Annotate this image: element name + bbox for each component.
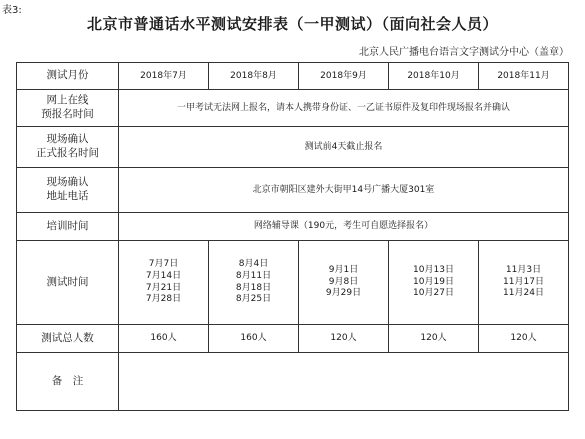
month-cell: 2018年10月 xyxy=(389,63,479,90)
header-line: 预报名时间 xyxy=(41,108,94,120)
schedule-table xyxy=(16,62,569,411)
header-line: 地址电话 xyxy=(46,190,89,202)
test-date: 11月3日 xyxy=(505,264,542,275)
month-cell: 2018年11月 xyxy=(479,63,569,90)
test-date: 9月29日 xyxy=(325,288,362,299)
month-row xyxy=(17,63,569,90)
training-header: 培训时间 xyxy=(17,213,119,241)
header-line: 网上在线 xyxy=(46,94,89,107)
test-date: 7月21日 xyxy=(145,282,182,293)
document-title: 北京市普通话水平测试安排表（一甲测试）（面向社会人员） xyxy=(86,15,498,33)
total-header: 测试总人数 xyxy=(17,325,119,353)
test-dates-cell xyxy=(479,241,569,325)
test-dates-cell xyxy=(389,241,479,325)
total-cell: 160人 xyxy=(209,325,299,353)
month-cell: 2018年8月 xyxy=(209,63,299,90)
month-cell: 2018年7月 xyxy=(119,63,209,90)
test-date: 11月17日 xyxy=(503,276,544,287)
test-date: 7月14日 xyxy=(145,270,182,281)
header-line: 现场确认 xyxy=(46,176,89,189)
test-date: 9月1日 xyxy=(328,264,359,275)
test-dates-cell xyxy=(299,241,389,325)
test-time-header: 测试时间 xyxy=(17,241,119,325)
test-date: 8月11日 xyxy=(235,270,272,281)
test-date: 11月24日 xyxy=(503,288,544,299)
table-label: 表3: xyxy=(2,5,22,16)
total-cell: 120人 xyxy=(479,325,569,353)
total-row xyxy=(17,325,569,353)
onsite-registration-cell: 测试前4天截止报名 xyxy=(119,127,569,168)
remarks-header: 备 注 xyxy=(17,353,119,411)
onsite-registration-header xyxy=(17,127,119,168)
test-date: 9月8日 xyxy=(328,276,359,287)
test-date: 8月25日 xyxy=(235,294,272,305)
address-header xyxy=(17,168,119,213)
training-cell: 网络辅导课（190元，考生可自愿选择报名） xyxy=(119,213,569,241)
online-registration-header xyxy=(17,90,119,127)
test-date: 10月13日 xyxy=(413,264,454,275)
test-date: 10月27日 xyxy=(413,288,454,299)
test-dates-cell xyxy=(119,241,209,325)
onsite-registration-row xyxy=(17,127,569,168)
test-date: 7月28日 xyxy=(145,294,182,305)
address-cell: 北京市朝阳区建外大街甲14号广播大厦301室 xyxy=(119,168,569,213)
online-registration-cell: 一甲考试无法网上报名，请本人携带身份证、一乙证书原件及复印件现场报名并确认 xyxy=(119,90,569,127)
test-dates-cell xyxy=(209,241,299,325)
test-date: 7月7日 xyxy=(148,259,179,270)
remarks-cell xyxy=(119,353,569,411)
test-date: 10月19日 xyxy=(413,276,454,287)
training-row xyxy=(17,213,569,241)
total-cell: 120人 xyxy=(389,325,479,353)
remarks-row xyxy=(17,353,569,411)
header-line: 正式报名时间 xyxy=(36,147,99,159)
test-time-row xyxy=(17,241,569,325)
issuer-line: 北京人民广播电台语言文字测试分中心（盖章） xyxy=(359,47,569,58)
test-date: 8月4日 xyxy=(238,259,269,270)
test-date: 8月18日 xyxy=(235,282,272,293)
month-header: 测试月份 xyxy=(17,63,119,90)
total-cell: 120人 xyxy=(299,325,389,353)
header-line: 现场确认 xyxy=(46,133,89,146)
total-cell: 160人 xyxy=(119,325,209,353)
online-registration-row xyxy=(17,90,569,127)
address-row xyxy=(17,168,569,213)
month-cell: 2018年9月 xyxy=(299,63,389,90)
